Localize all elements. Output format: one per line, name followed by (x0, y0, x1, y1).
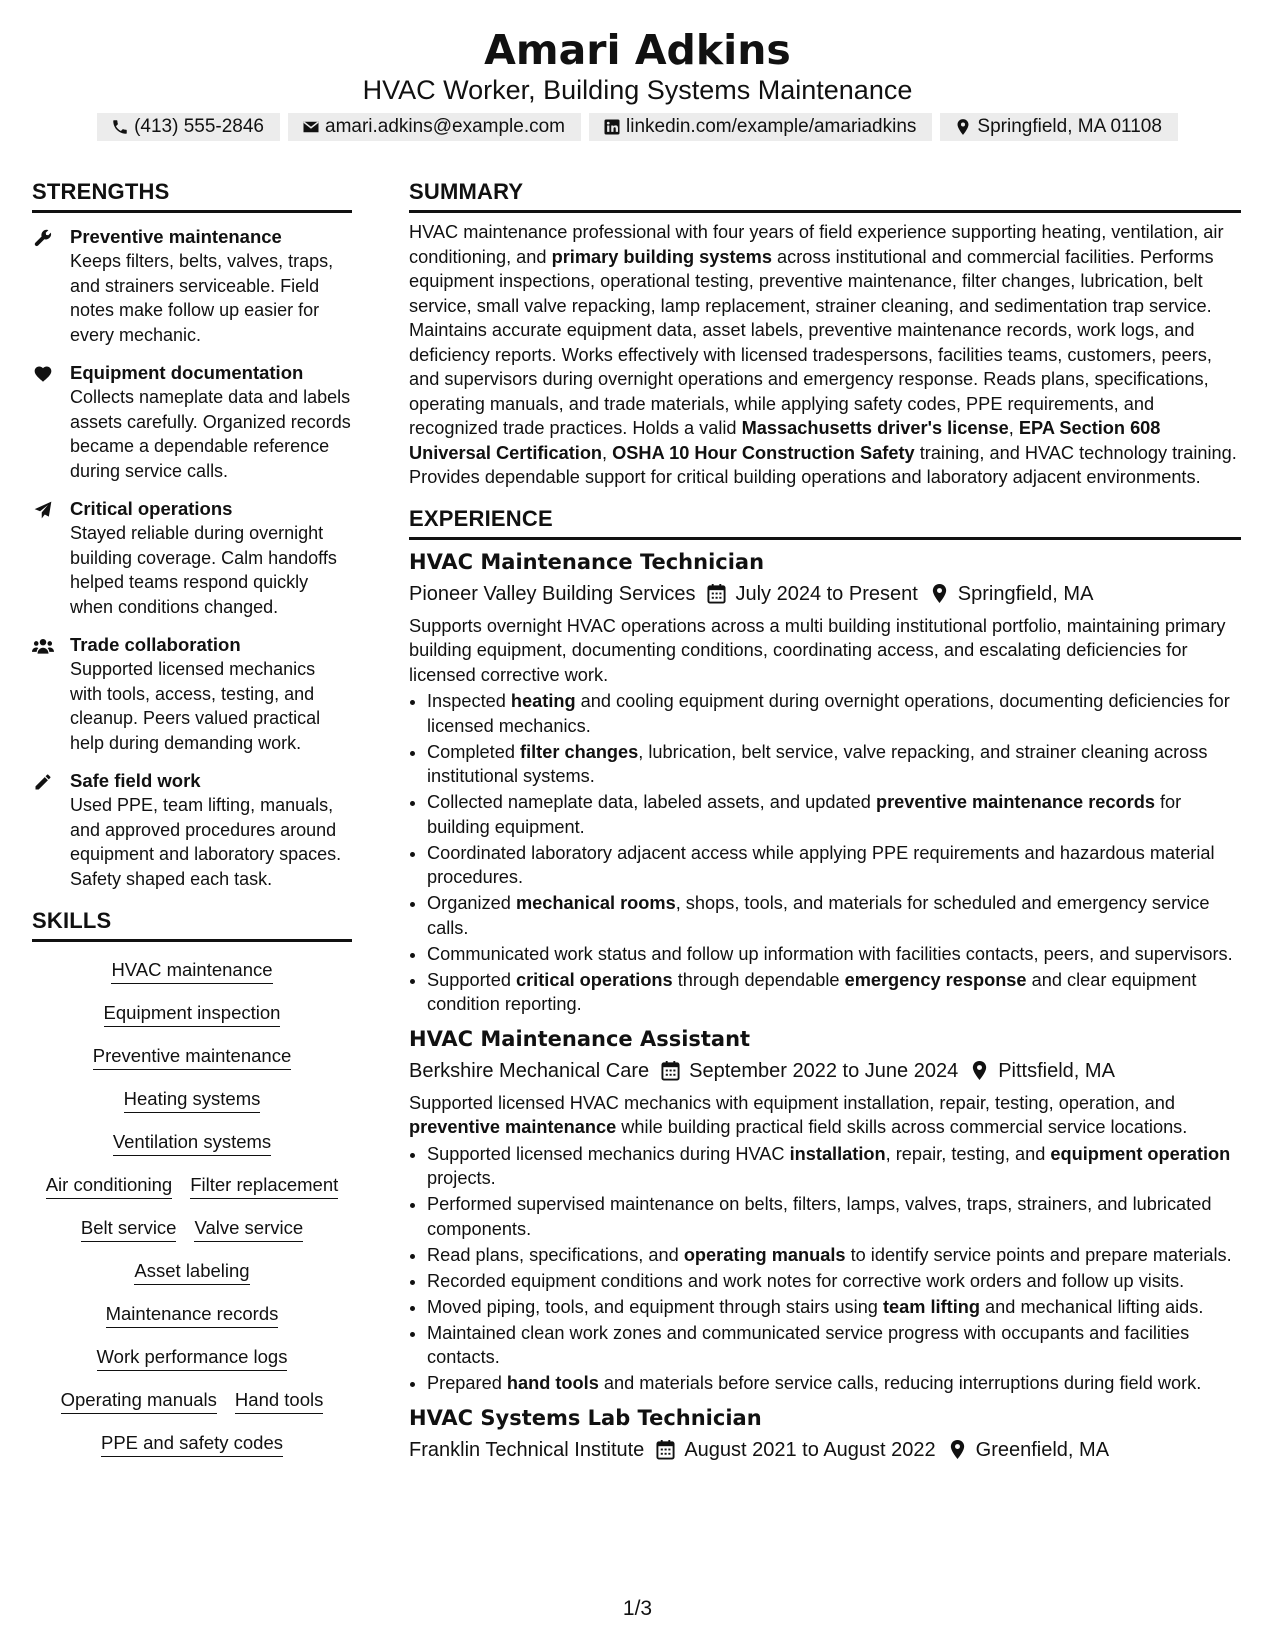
job-company: Pioneer Valley Building Services (409, 582, 696, 605)
strengths-heading: STRENGTHS (32, 176, 352, 213)
skill-row (61, 1388, 324, 1414)
text-run: , repair, testing, and (885, 1143, 1051, 1164)
emphasis-text: emergency response (844, 969, 1027, 990)
paper-plane-icon (32, 500, 54, 520)
emphasis-text: operating manuals (683, 1244, 846, 1265)
skill-row (134, 1259, 249, 1285)
map-pin-icon (970, 1060, 989, 1081)
users-icon (32, 636, 54, 656)
emphasis-text: EPA Section 608 Universal Certification (409, 418, 1161, 463)
skill-tag: Work performance logs (97, 1345, 288, 1371)
skill-row (46, 1173, 339, 1199)
experience-list (409, 546, 1241, 1465)
left-column (32, 176, 352, 1457)
job-dates: September 2022 to June 2024 (689, 1059, 959, 1082)
strength-item (32, 225, 352, 347)
skill-tag: Air conditioning (46, 1173, 173, 1199)
strength-description: Keeps filters, belts, valves, traps, and strainers serviceable. Field notes make follow up easier for every mechanic. (70, 251, 334, 345)
skill-tag: HVAC maintenance (111, 958, 272, 984)
strength-title: Safe field work (70, 770, 201, 791)
strength-item (32, 633, 352, 755)
contact-bar (0, 113, 1275, 141)
skill-row (124, 1087, 261, 1113)
skill-row (101, 1431, 283, 1457)
job-location: Greenfield, MA (975, 1438, 1110, 1461)
job-location: Springfield, MA (957, 582, 1094, 605)
text-run: Inspected (427, 691, 511, 711)
contact-location (940, 113, 1178, 141)
map-pin-icon (930, 583, 949, 604)
linkedin-icon (603, 118, 621, 136)
contact-email-text: amari.adkins@example.com (325, 116, 565, 137)
skill-tag: Belt service (81, 1216, 177, 1242)
job-title: HVAC Maintenance Technician (409, 549, 765, 574)
right-column (409, 176, 1241, 1465)
skill-tag: Operating manuals (61, 1388, 217, 1414)
skill-tag: Preventive maintenance (93, 1044, 291, 1070)
strength-description: Supported licensed mechanics with tools, access, testing, and cleanup. Peers valued practical help during demanding work. (70, 659, 321, 753)
bullet-item (427, 1321, 1241, 1370)
bullet-item (427, 1295, 1241, 1320)
summary-text (409, 220, 1241, 490)
job-entry (409, 1023, 1241, 1396)
contact-email[interactable] (288, 113, 581, 141)
emphasis-text: preventive maintenance records (875, 792, 1155, 812)
strength-description: Stayed reliable during overnight building coverage. Calm handoffs helped teams respond quickly when conditions changed. (70, 523, 337, 617)
emphasis-text: preventive maintenance (409, 1117, 617, 1137)
job-meta (409, 579, 1241, 609)
text-run: Performed supervised maintenance on belts, filters, lamps, valves, traps, strainers, and lubricated components. (427, 1194, 1212, 1239)
text-run: and clear equipment condition reporting. (427, 969, 1197, 1014)
experience-heading: EXPERIENCE (409, 503, 1241, 540)
job-bullets (409, 1142, 1241, 1396)
strength-title: Critical operations (70, 498, 233, 519)
calendar-icon (707, 583, 726, 604)
bullet-item (427, 841, 1241, 890)
strength-item (32, 497, 352, 619)
emphasis-text: heating (510, 691, 576, 711)
bullet-item (427, 1142, 1241, 1191)
job-dates: July 2024 to Present (735, 582, 918, 605)
job-meta (409, 1435, 1241, 1465)
bullet-item (427, 790, 1241, 839)
text-run: for building equipment. (427, 792, 1182, 837)
calendar-icon (661, 1060, 680, 1081)
page-number: 1/3 (622, 1597, 653, 1620)
bullet-item (427, 942, 1241, 967)
candidate-name: Amari Adkins (484, 26, 791, 74)
strength-description: Used PPE, team lifting, manuals, and approved procedures around equipment and laboratory spaces. Safety shaped each task. (70, 795, 342, 889)
emphasis-text: primary building systems (551, 246, 772, 267)
contact-linkedin-text: linkedin.com/example/amariadkins (626, 116, 917, 137)
job-meta (409, 1056, 1241, 1086)
skill-tag: Ventilation systems (113, 1130, 271, 1156)
skill-tag: Heating systems (124, 1087, 261, 1113)
skills-list (32, 958, 352, 1457)
heart-icon (32, 364, 54, 384)
job-company: Berkshire Mechanical Care (409, 1059, 650, 1082)
text-run: Recorded equipment conditions and work notes for corrective work orders and follow up visits. (427, 1270, 1185, 1291)
pencil-icon (32, 772, 54, 792)
emphasis-text: OSHA 10 Hour Construction Safety (612, 442, 915, 463)
bullet-item (427, 740, 1241, 789)
bullet-item (427, 1243, 1241, 1268)
text-run: Maintained clean work zones and communicated service progress with occupants and facilities contacts. (427, 1322, 1190, 1367)
text-run: Coordinated laboratory adjacent access while applying PPE requirements and hazardous material procedures. (427, 842, 1215, 887)
contact-phone-text: (413) 555-2846 (134, 116, 264, 137)
skill-row (97, 1345, 288, 1371)
phone-icon (111, 118, 129, 136)
strengths-list (32, 225, 352, 891)
text-run: and mechanical lifting aids. (980, 1296, 1204, 1317)
job-dates: August 2021 to August 2022 (684, 1438, 936, 1461)
job-title: HVAC Maintenance Assistant (409, 1026, 751, 1051)
text-run: and materials before service calls, reducing interruptions during field work. (598, 1373, 1202, 1393)
emphasis-text: installation (789, 1143, 886, 1164)
emphasis-text: critical operations (515, 969, 673, 990)
strength-title: Preventive maintenance (70, 226, 282, 247)
skill-tag: Asset labeling (134, 1259, 249, 1285)
skill-tag: Valve service (194, 1216, 303, 1242)
job-bullets (409, 689, 1241, 1017)
skill-row (113, 1130, 271, 1156)
strength-item (32, 769, 352, 891)
skills-heading: SKILLS (32, 905, 352, 942)
bullet-item (427, 689, 1241, 738)
job-description (409, 614, 1241, 688)
job-location: Pittsfield, MA (998, 1059, 1115, 1082)
emphasis-text: mechanical rooms (515, 893, 676, 913)
text-run: , (602, 442, 613, 463)
text-run: , (1008, 418, 1019, 438)
text-run: projects. (427, 1168, 496, 1188)
envelope-icon (302, 118, 320, 136)
text-run: to identify service points and prepare materials. (845, 1244, 1232, 1265)
text-run: Supported licensed HVAC mechanics with equipment installation, repair, testing, operation, and (409, 1092, 1175, 1113)
text-run: , lubrication, belt service, valve repacking, and strainer cleaning across institutional systems. (427, 741, 1208, 786)
contact-phone[interactable] (97, 113, 280, 141)
strength-item (32, 361, 352, 483)
job-entry (409, 546, 1241, 1017)
skill-tag: Filter replacement (190, 1173, 338, 1199)
text-run: through dependable (672, 969, 845, 990)
text-run: across institutional and commercial facilities. Performs equipment inspections, operational testing, preventive maintenance, filter changes, lubrication, belt service, small valve repacking, lamp replacement, strainer cleaning, and sedimentation trap service. Maintains accurate equipment data, asset labels, preventive maintenance records, work logs, and deficiency reports. Works effectively with licensed tradespersons, facilities teams, customers, peers, and supervisors during overnight operations and emergency response. Reads plans, specifications, operating manuals, and trade materials, while applying safety codes, PPE requirements, and recognized trade practices. Holds a valid (409, 246, 1214, 438)
map-pin-icon (948, 1439, 967, 1460)
emphasis-text: equipment operation (1050, 1143, 1231, 1164)
skill-tag: Equipment inspection (104, 1001, 281, 1027)
calendar-icon (656, 1439, 675, 1460)
skill-row (104, 1001, 281, 1027)
text-run: Organized (427, 893, 516, 913)
skill-tag: Maintenance records (106, 1302, 279, 1328)
skill-row (106, 1302, 279, 1328)
text-run: Supported (427, 969, 516, 990)
text-run: while building practical field skills across commercial service locations. (616, 1117, 1188, 1137)
skill-tag: PPE and safety codes (101, 1431, 283, 1457)
contact-location-text: Springfield, MA 01108 (977, 116, 1162, 137)
bullet-item (427, 1371, 1241, 1396)
text-run: and cooling equipment during overnight operations, documenting deficiencies for licensed mechanics. (427, 691, 1230, 736)
emphasis-text: hand tools (506, 1373, 599, 1393)
text-run: , shops, tools, and materials for scheduled and emergency service calls. (427, 893, 1210, 938)
text-run: training, and HVAC technology training. Provides dependable support for critical building operations and laboratory adjacent environments. (409, 442, 1237, 487)
candidate-headline: HVAC Worker, Building Systems Maintenance (362, 75, 913, 105)
text-run: Moved piping, tools, and equipment through stairs using (427, 1296, 883, 1317)
bullet-item (427, 891, 1241, 940)
bullet-item (427, 968, 1241, 1017)
job-title: HVAC Systems Lab Technician (409, 1405, 762, 1430)
emphasis-text: filter changes (520, 741, 639, 762)
job-entry (409, 1402, 1241, 1465)
bullet-item (427, 1269, 1241, 1294)
text-run: Prepared (427, 1373, 507, 1393)
strength-title: Equipment documentation (70, 362, 304, 383)
emphasis-text: team lifting (882, 1296, 980, 1317)
emphasis-text: Massachusetts driver's license (741, 418, 1009, 438)
skill-row (111, 958, 272, 984)
text-run: Completed (427, 741, 521, 762)
wrench-icon (32, 228, 54, 248)
text-run: HVAC maintenance professional with four years of field experience supporting heating, ventilation, air conditioning, and (409, 222, 1224, 267)
skill-row (93, 1044, 291, 1070)
contact-linkedin[interactable] (589, 113, 932, 141)
text-run: Communicated work status and follow up information with facilities contacts, peers, and supervisors. (427, 943, 1233, 964)
skill-row (81, 1216, 303, 1242)
summary-heading: SUMMARY (409, 176, 1241, 213)
bullet-item (427, 1192, 1241, 1241)
map-pin-icon (954, 118, 972, 136)
skill-tag: Hand tools (235, 1388, 323, 1414)
text-run: Supports overnight HVAC operations across a multi building institutional portfolio, maintaining primary building equipment, documenting conditions, coordinating access, and escalating deficiencies for licensed corrective work. (409, 615, 1226, 685)
strength-title: Trade collaboration (70, 634, 241, 655)
job-company: Franklin Technical Institute (409, 1438, 645, 1461)
strength-description: Collects nameplate data and labels assets carefully. Organized records became a dependable reference during service calls. (70, 387, 351, 481)
text-run: Collected nameplate data, labeled assets, and updated (427, 792, 876, 812)
text-run: Read plans, specifications, and (427, 1244, 684, 1265)
job-description (409, 1091, 1241, 1140)
text-run: Supported licensed mechanics during HVAC (427, 1143, 790, 1164)
